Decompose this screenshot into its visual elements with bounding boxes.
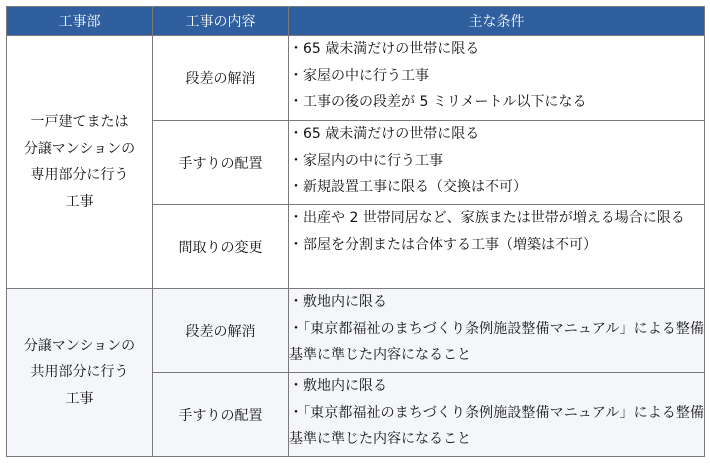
section-label-line: 工事 xyxy=(65,390,94,407)
header-work-content: 工事の内容 xyxy=(153,7,289,36)
section-label-line: 共用部分に行う xyxy=(30,364,129,381)
work-cell: 段差の解消 xyxy=(153,289,289,373)
condition-item: ・家屋内の中に行う工事 xyxy=(289,152,443,169)
work-cell: 手すりの配置 xyxy=(153,373,289,457)
work-cell: 段差の解消 xyxy=(153,36,289,121)
section-label-line: 分譲マンションの xyxy=(23,337,136,354)
condition-item: ・敷地内に限る xyxy=(289,294,387,310)
section-label-line: 工事 xyxy=(65,193,94,210)
condition-item: ・家屋の中に行う工事 xyxy=(289,67,429,84)
condition-item: ・65 歳未満だけの世帯に限る xyxy=(289,126,480,142)
condition-item: ・新規設置工事に限る（交換は不可） xyxy=(289,179,527,195)
work-cell: 手すりの配置 xyxy=(153,121,289,205)
conditions-cell xyxy=(289,373,705,457)
section-label-line: 専用部分に行う xyxy=(30,167,129,183)
condition-item: ・「東京都福祉のまちづくり条例施設整備マニュアル」による整備基準に準じた内容になること xyxy=(289,320,704,363)
conditions-table xyxy=(6,6,705,457)
table-header-row xyxy=(7,7,705,36)
condition-item: ・65 歳未満だけの世帯に限る xyxy=(289,41,480,57)
condition-item: ・部屋を分割または合体する工事（増築は不可） xyxy=(289,236,597,253)
section-label-line: 分譲マンションの xyxy=(23,140,136,157)
condition-item: ・出産や 2 世帯同居など、家族または世帯が増える場合に限る xyxy=(289,210,685,226)
work-cell: 間取りの変更 xyxy=(153,205,289,289)
section-label-line: 一戸建てまたは xyxy=(30,114,129,130)
conditions-cell xyxy=(289,289,705,373)
conditions-cell xyxy=(289,36,705,121)
condition-item: ・工事の後の段差が 5 ミリメートル以下になる xyxy=(289,94,587,110)
condition-item: ・敷地内に限る xyxy=(289,378,387,394)
conditions-cell xyxy=(289,205,705,289)
table-row xyxy=(7,289,705,373)
condition-item: ・「東京都福祉のまちづくり条例施設整備マニュアル」による整備基準に準じた内容になること xyxy=(289,404,704,447)
section-cell-common xyxy=(7,289,153,457)
conditions-cell xyxy=(289,121,705,205)
header-section: 工事部 xyxy=(7,7,153,36)
section-cell-private xyxy=(7,36,153,289)
table-row xyxy=(7,36,705,121)
header-conditions: 主な条件 xyxy=(289,7,705,36)
